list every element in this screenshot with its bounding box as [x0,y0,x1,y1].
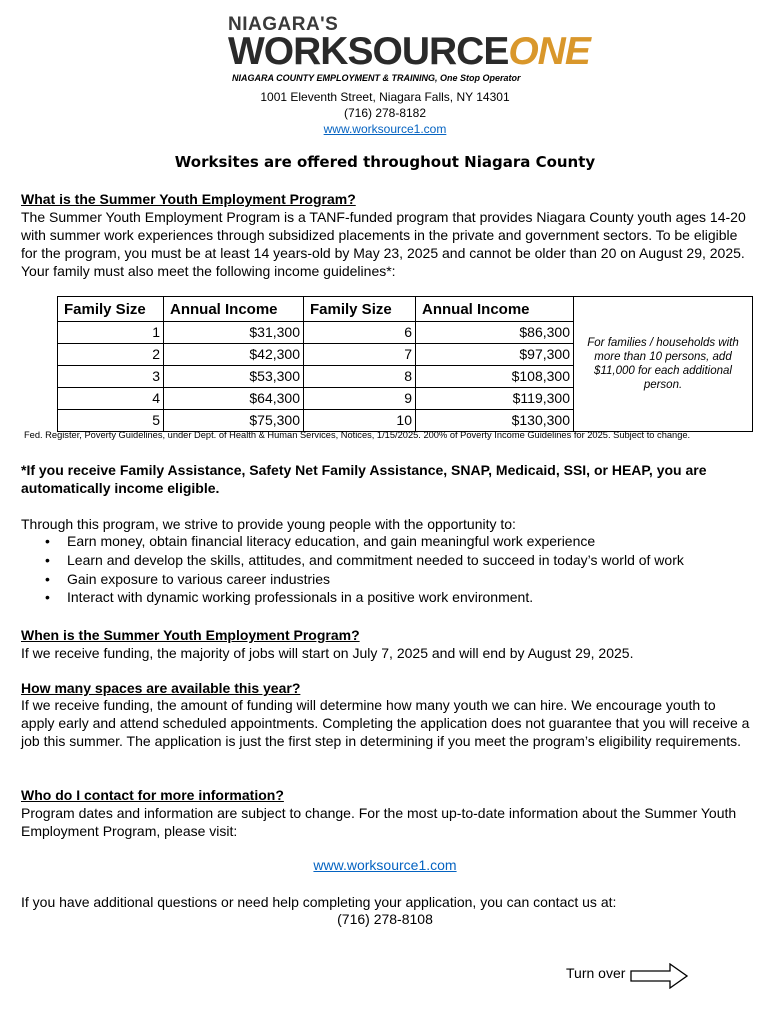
turn-over-indicator [566,963,696,989]
when-body: If we receive funding, the majority of jobs will start on July 7, 2025 and will end by August 29, 2025. [21,645,634,661]
list-item: • Learn and develop the skills, attitudes, and commitment needed to succeed in today’s world of work [21,551,753,570]
logo-subtitle: NIAGARA COUNTY EMPLOYMENT & TRAINING, One Stop Operator [232,73,521,83]
page-headline: Worksites are offered throughout Niagara County [174,153,596,171]
logo-top-text: NIAGARA'S [228,14,339,35]
address-street: 1001 Eleventh Street, Niagara Falls, NY 14301 [260,90,510,104]
logo-wordmark [228,30,590,74]
header-family-size: Family Size [58,297,164,322]
eligibility-note: *If you receive Family Assistance, Safety Net Family Assistance, SNAP, Medicaid, SSI, or HEAP, you are automatically income eligible. [21,462,707,496]
logo-one-text: ONE [508,30,590,73]
header-family-size-2: Family Size [304,297,416,322]
spaces-body: If we receive funding, the amount of funding will determine how many youth we can hire. We encourage youth to apply early and attend scheduled appointments. Completing the application does not guarantee that you will receive a job this summer. The application is just the first step in determining if you meet the program’s eligibility requirements. [21,697,750,749]
income-cell: $86,300 [416,322,574,344]
when-heading: When is the Summer Youth Employment Program? [21,627,360,643]
worksource-one-logo [228,14,590,88]
family-size-cell: 1 [58,322,164,344]
spaces-heading: How many spaces are available this year? [21,680,301,696]
income-cell: $75,300 [164,410,304,432]
family-size-cell: 9 [304,388,416,410]
family-size-cell: 8 [304,366,416,388]
turn-over-label: Turn over [566,965,626,981]
income-cell: $64,300 [164,388,304,410]
list-item: • Gain exposure to various career industries [21,570,753,589]
what-body: The Summer Youth Employment Program is a TANF-funded program that provides Niagara County youth ages 14-20 with summer work experiences through subsidized placements in the private and government sectors. To be eligible for the program, you must be at least 14 years-old by May 23, 2025 and cannot be older than 20 on August 29, 2025. Your family must also meet the following income guidelines*: [21,209,746,279]
income-cell: $53,300 [164,366,304,388]
website-link[interactable]: www.worksource1.com [323,122,447,136]
table-header-row [58,297,753,322]
header-annual-income: Annual Income [164,297,304,322]
arrow-right-icon [630,963,688,989]
income-guidelines-table [57,296,753,432]
income-cell: $97,300 [416,344,574,366]
large-family-note: For families / households with more than 10 persons, add $11,000 for each additional person. [574,297,753,432]
income-cell: $108,300 [416,366,574,388]
what-heading: What is the Summer Youth Employment Program? [21,191,356,207]
logo-main-text: WORKSOURCE [228,30,509,73]
family-size-cell: 3 [58,366,164,388]
poverty-guidelines-footnote: Fed. Register, Poverty Guidelines, under Dept. of Health & Human Services, Notices, 1/15/2025. 200% of Poverty Income Guidelines for 2025. Subject to change. [24,430,691,440]
family-size-cell: 7 [304,344,416,366]
income-cell: $130,300 [416,410,574,432]
list-item: • Interact with dynamic working professionals in a positive work environment. [21,588,753,607]
contact-body: Program dates and information are subject to change. For the most up-to-date information about the Summer Youth Employment Program, please visit: [21,805,737,839]
benefits-list [21,532,753,607]
income-cell: $31,300 [164,322,304,344]
header-annual-income-2: Annual Income [416,297,574,322]
family-size-cell: 5 [58,410,164,432]
family-size-cell: 4 [58,388,164,410]
family-size-cell: 6 [304,322,416,344]
contact-website-link[interactable]: www.worksource1.com [313,857,457,873]
family-size-cell: 10 [304,410,416,432]
income-cell: $42,300 [164,344,304,366]
contact-phone: (716) 278-8108 [337,911,433,927]
benefits-intro: Through this program, we strive to provide young people with the opportunity to: [21,516,516,532]
list-item: • Earn money, obtain financial literacy education, and gain meaningful work experience [21,532,753,551]
address-phone: (716) 278-8182 [343,106,427,120]
family-size-cell: 2 [58,344,164,366]
contact-questions: If you have additional questions or need help completing your application, you can contact us at: [21,894,617,910]
contact-heading: Who do I contact for more information? [21,787,284,803]
income-cell: $119,300 [416,388,574,410]
